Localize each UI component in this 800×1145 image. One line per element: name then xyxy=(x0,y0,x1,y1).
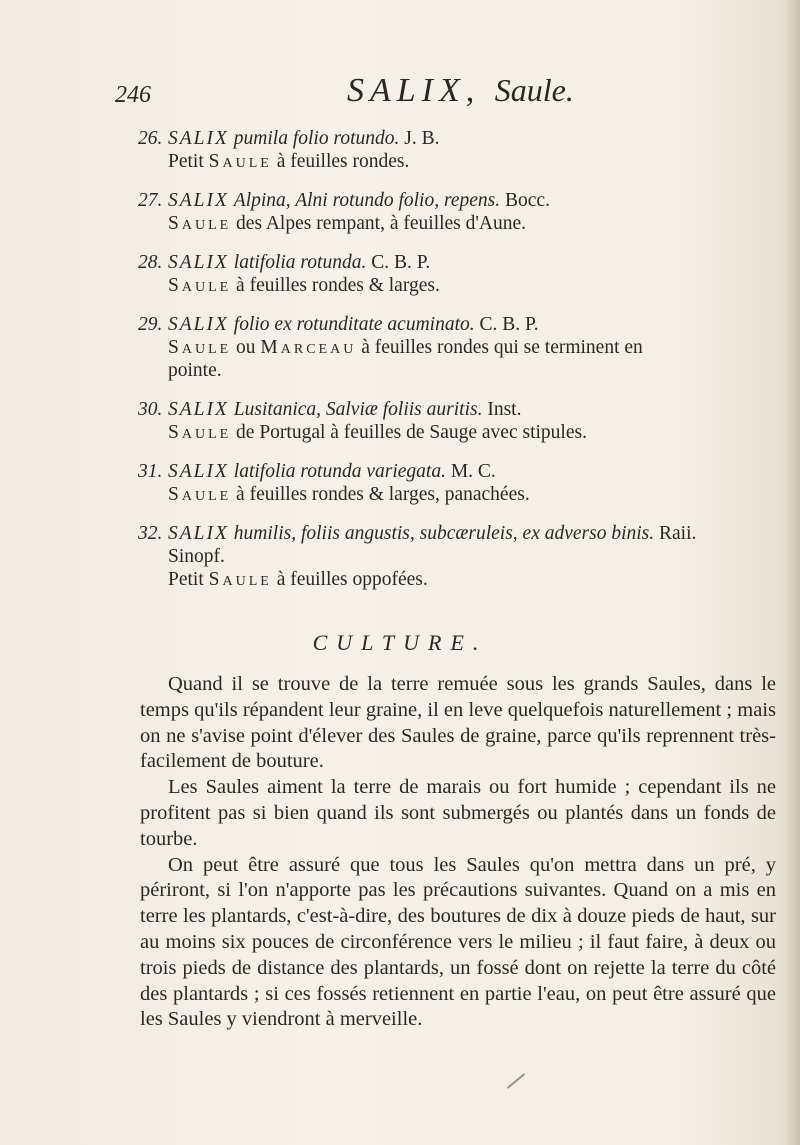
authority: M. C. xyxy=(450,461,496,482)
authority-continued: Sinopf. xyxy=(168,546,225,567)
entry-number: 29. xyxy=(138,314,163,335)
authority: C. B. P. xyxy=(479,314,539,335)
authority: Raii. xyxy=(659,523,697,544)
species-entry xyxy=(138,460,778,506)
paragraph: Quand il se trouve de la terre remuée sous les grands Saules, dans le temps qu'ils répandent leur graine, il en leve quelquefois naturellement ; mais on ne s'avise point d'élever des Saules de graine, parce qu'ils reprennent très-facilement de bouture. xyxy=(140,673,776,773)
species-entry xyxy=(138,251,778,297)
authority: Bocc. xyxy=(505,190,550,211)
running-title-genus: SALIX, xyxy=(347,72,481,109)
french-name: Saule ou Marceau à feuilles rondes qui se terminent en xyxy=(168,337,643,358)
latin-name: SALIX pumila folio rotundo. J. B. xyxy=(168,128,440,149)
french-name-continued: pointe. xyxy=(168,360,222,381)
running-header xyxy=(115,72,615,122)
page-edge xyxy=(786,0,800,1145)
page-number: 246 xyxy=(115,82,151,108)
section-heading: CULTURE. xyxy=(312,630,488,655)
latin-name: SALIX Alpina, Alni rotundo folio, repens. Bocc. xyxy=(168,190,550,211)
latin-name: SALIX latifolia rotunda variegata. M. C. xyxy=(168,461,496,482)
ink-mark xyxy=(507,1073,525,1089)
latin-name: SALIX humilis, foliis angustis, subcæruleis, ex adverso binis. Raii. xyxy=(168,523,697,544)
entry-number: 31. xyxy=(138,461,163,482)
french-name: Petit Saule à feuilles rondes. xyxy=(168,151,410,172)
species-entry xyxy=(138,127,778,173)
running-title xyxy=(347,72,574,110)
french-name: Saule à feuilles rondes & larges, panachées. xyxy=(168,484,530,505)
species-entry xyxy=(138,189,778,235)
paragraph: On peut être assuré que tous les Saules qu'on mettra dans un pré, y périront, si l'on n'apporte pas les précautions suivantes. Quand on a mis en terre les plantards, c'est-à-dire, des boutures de dix à douze pieds de haut, sur au moins six pouces de circonférence vers le milieu ; il faut faire, à deux ou trois pieds de distance des plantards, un fossé dont on rejette la terre du côté des plantards ; si ces fossés retiennent en partie l'eau, on peut être assuré que les Saules y viendront à merveille. xyxy=(140,853,776,1031)
body-text xyxy=(140,672,776,1033)
species-list xyxy=(138,127,778,607)
authority: J. B. xyxy=(404,128,440,149)
entry-number: 26. xyxy=(138,128,163,149)
latin-name: SALIX folio ex rotunditate acuminato. C. B. P. xyxy=(168,314,539,335)
authority: C. B. P. xyxy=(371,252,431,273)
french-name: Petit Saule à feuilles oppofées. xyxy=(168,569,428,590)
entry-number: 28. xyxy=(138,252,163,273)
paragraph: Les Saules aiment la terre de marais ou fort humide ; cependant ils ne profitent pas si bien quand ils sont submergés ou plantés dans un fonds de tourbe. xyxy=(140,776,776,850)
species-entry xyxy=(138,313,778,382)
latin-name: SALIX Lusitanica, Salviæ foliis auritis. Inst. xyxy=(168,399,522,420)
authority: Inst. xyxy=(487,399,522,420)
entry-number: 32. xyxy=(138,523,163,544)
species-entry xyxy=(138,522,778,591)
running-title-common: Saule. xyxy=(494,72,574,108)
french-name: Saule de Portugal à feuilles de Sauge avec stipules. xyxy=(168,422,587,443)
french-name: Saule à feuilles rondes & larges. xyxy=(168,275,440,296)
french-name: Saule des Alpes rempant, à feuilles d'Aune. xyxy=(168,213,527,234)
entry-number: 27. xyxy=(138,190,163,211)
entry-number: 30. xyxy=(138,399,163,420)
species-entry xyxy=(138,398,778,444)
latin-name: SALIX latifolia rotunda. C. B. P. xyxy=(168,252,431,273)
